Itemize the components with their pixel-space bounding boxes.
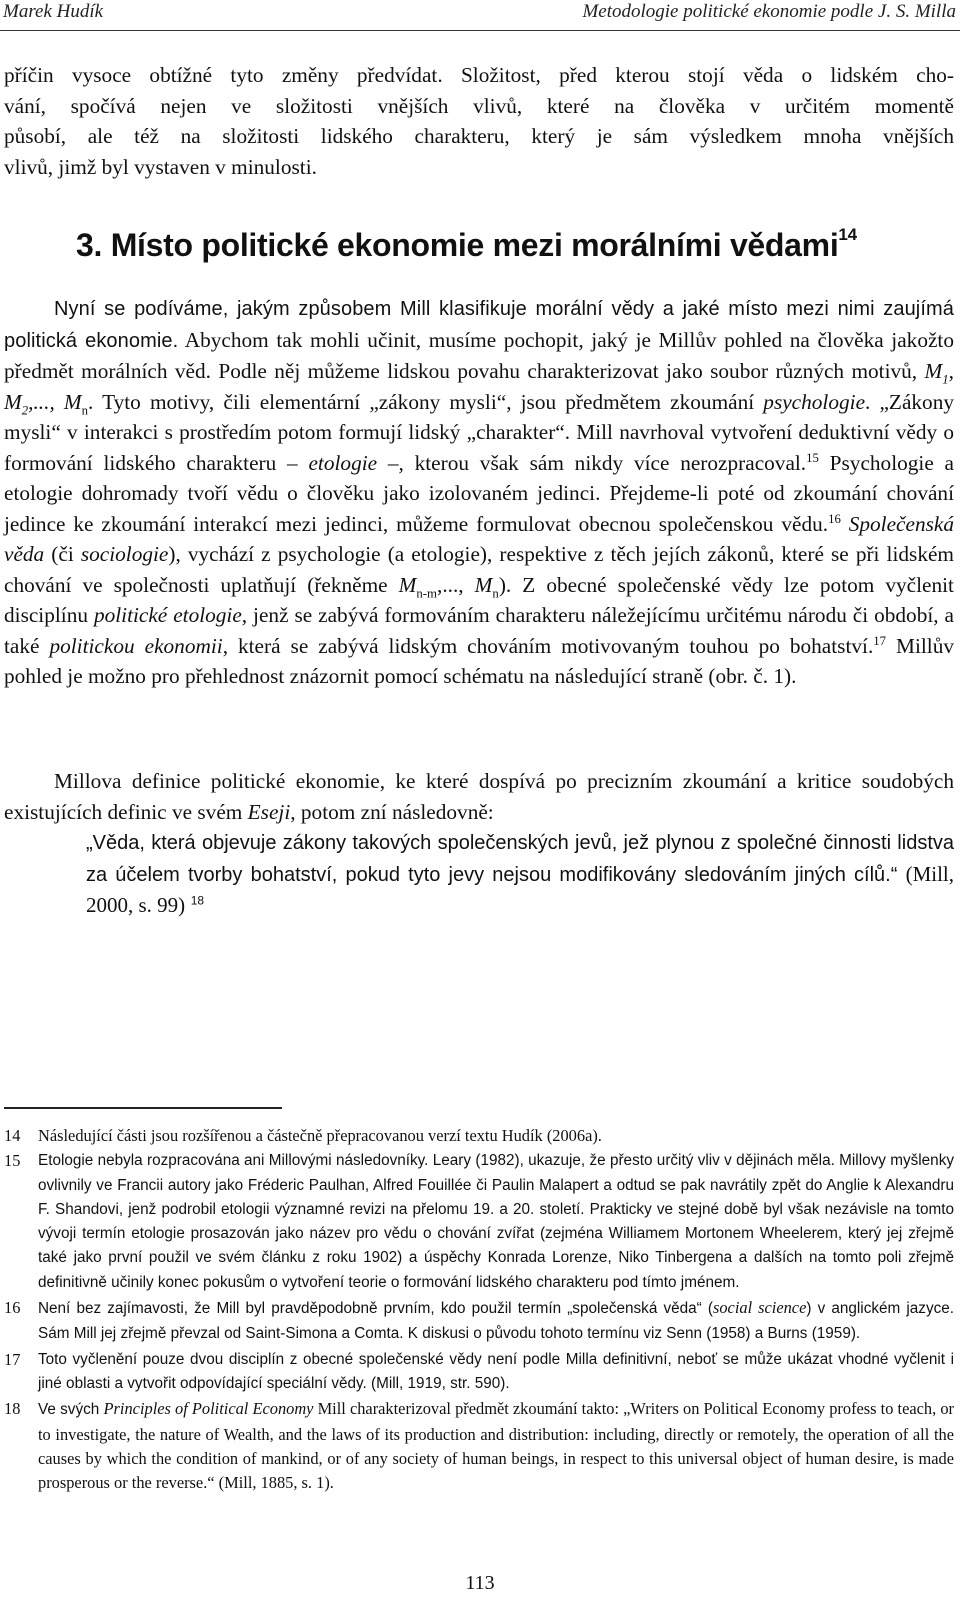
section-heading <box>76 227 857 264</box>
header-title: Metodologie politické ekonomie podle J. S. Milla <box>582 1 956 22</box>
term-essay: Eseji <box>247 799 291 824</box>
footnote-14 <box>4 1124 954 1148</box>
p1-text-h: ), vychází z psychologie (a etologie), respektive z těch jejích zákonů, které se při lidském chování ve společnosti uplatňují (řekněme <box>4 542 954 597</box>
footnote-ref-14[interactable]: 14 <box>838 225 857 245</box>
quote-citation: (Mill, 2000, s. 99) <box>86 861 954 917</box>
term-ethology: etologie –, <box>308 450 404 475</box>
p1-text-e: kterou však sám nikdy více nerozpracoval. <box>403 450 807 475</box>
header-author: Marek Hudík <box>3 1 104 22</box>
motive-mnm: M <box>398 572 417 597</box>
footnote-italic: Principles of Political Economy <box>103 1399 314 1419</box>
page-number: 113 <box>465 1572 495 1594</box>
intro-line-1: příčin vysoce obtížné tyto změny předvídat. Složitost, před kterou stojí věda o lidském cho- <box>4 63 954 87</box>
footnote-ref-15[interactable]: 15 <box>806 450 819 465</box>
footnote-text: Toto vyčlenění pouze dvou disciplín z obecné společenské vědy není podle Milla definitivní, neboť se může ukázat vhodné vyčlenit i jiné oblasti a vytvořit odpovídající speciální vědy. (Mill, 1919, str. 590). <box>38 1350 954 1392</box>
term-sociology: sociologie <box>80 542 169 566</box>
motive-mn2-sub: n <box>492 585 499 600</box>
p1-text-m: Millův pohled je možno pro přehlednost znázornit pomocí schématu na následující straně (obr. č. 1). <box>4 633 954 688</box>
footnote-text: Etologie nebyla rozpracována ani Millovými následovníky. Leary (1982), ukazuje, že přesto určitý vliv v dějinách měla. Millovy myšlenky ovlivnily ve Francii autory jako Fréderic Paulhan, Alfred Fouillée či Paulin Malapert a odtud se pak navrátily zpět do Anglie k Alexandru F. Shandovi, jenž podrobil etologii významné revizi na přelomu 19. a 20. století. Prakticky ve stejné době byl však nezávisle na tomto vývoji termín etologie prosazován jako název pro vědu o chování zvířat (zejména Williamem Mortonem Wheelerem, který jej zřejmě také jako první použil ve svém článku z roku 1902) a úspěchy Konrada Lorenze, Niko Tinbergena a dalších na tomto poli zřejmě definitivně učinily konec pokusům o vytvoření teorie o formování lidského charakteru pod tímto jménem. <box>38 1152 954 1291</box>
footnote-ref-17[interactable]: 17 <box>873 633 887 648</box>
intro-line-3: působí, ale též na složitosti lidského charakteru, který je sám výsledkem mnoha vnějších <box>4 124 954 148</box>
motive-mn: M <box>63 389 82 414</box>
footnote-number: 14 <box>4 1126 21 1145</box>
footnote-italic: social science <box>712 1298 807 1318</box>
main-paragraph <box>4 293 954 692</box>
motive-m2-sub: 2 <box>21 402 29 417</box>
footnote-number: 18 <box>4 1399 21 1419</box>
footnote-15 <box>4 1149 954 1295</box>
footnote-number: 16 <box>4 1298 21 1318</box>
section-number: 3. <box>76 227 103 263</box>
p1-text-k: , jenž se zabývá formováním charakteru náležejícímu určitému národu či období, a také <box>4 603 954 658</box>
section-title: Místo politické ekonomie mezi morálními vědami <box>110 227 839 263</box>
intro-line-4: vlivů, jimž byl vystaven v minulosti. <box>4 154 317 179</box>
definition-quote <box>86 828 954 922</box>
footnote-text: Ve svých <box>38 1401 104 1419</box>
footnote-ref-16[interactable]: 16 <box>828 511 841 526</box>
footnote-number: 17 <box>4 1349 21 1369</box>
p1-text-l: , která se zabývá lidským chováním motivovaným touhou po bohatství. <box>222 633 874 658</box>
p1-text-i: ,..., <box>437 572 475 597</box>
footnote-18 <box>4 1397 954 1495</box>
footnote-17 <box>4 1348 954 1397</box>
running-header <box>0 0 960 30</box>
term-political-economy: politickou ekonomii <box>49 633 223 658</box>
p2-text-b: , potom zní následovně: <box>290 799 494 824</box>
term-psychology: psychologie <box>763 389 866 414</box>
motive-mnm-sub: n-m <box>416 585 437 600</box>
term-political-ethology: politické etologie <box>93 603 242 627</box>
p1-text-c: . Tyto motivy, čili elementární „zákony mysli“, jsou předmětem zkoumání <box>88 389 764 414</box>
footnote-text: Následující části jsou rozšířenou a částečně přepracovanou verzí textu Hudík (2006a). <box>38 1126 602 1145</box>
p1-text-d: . „Zákony mysli“ v interakci s prostředím potom formují lidský „charakter“. Mill navrhoval vytvoření deduktivní vědy o formování lidského charakteru – <box>4 389 954 475</box>
p1-sans-part: Nyní se podíváme, jakým způsobem Mill klasifikuje morální vědy a jaké místo mezi nimi zaujímá politická ekonomie. <box>4 298 954 352</box>
motive-mn2: M <box>474 572 493 597</box>
footnote-rule <box>4 1107 282 1109</box>
motive-m2: M <box>4 389 22 414</box>
definition-paragraph <box>4 766 954 827</box>
p1-text-g: (či <box>44 542 81 566</box>
footnote-ref-18[interactable]: 18 <box>190 893 205 908</box>
footnote-number: 15 <box>4 1151 21 1171</box>
p1-text-b: Abychom tak mohli učinit, musíme pochopit, jaký je Millův pohled na člověka jakožto předmět morálních věd. Podle něj můžeme lidskou povahu charakterizovat jako soubor různých motivů, <box>4 327 954 383</box>
motive-m1-sub: 1 <box>942 372 949 387</box>
motive-m1: M <box>924 359 943 383</box>
motive-sep-1: , <box>948 359 954 383</box>
intro-paragraph <box>4 60 954 182</box>
footnote-16 <box>4 1296 954 1347</box>
p1-text-f: Psychologie a etologie dohromady tvoří vědu o člověku jako izolovaném jedinci. Přejdeme-li poté od zkoumání chování jedince ke zkoumání interakcí mezi jedinci, můžeme formulovat obecnou společenskou vědu. <box>4 450 955 536</box>
quote-text: „Věda, která objevuje zákony takových společenských jevů, jež plynou z společné činnosti lidstva za účelem tvorby bohatství, pokud tyto jevy nejsou modifikovány sledováním jiných cílů.“ <box>86 832 954 886</box>
p1-text-j: ). Z obecné společenské vědy lze potom vyčlenit disciplínu <box>4 572 954 627</box>
p2-text-a: Millova definice politické ekonomie, ke které dospívá po precizním zkoumání a kritice soudobých existujících definic ve svém <box>4 769 954 824</box>
footnote-text-cont: Mill charakterizoval předmět zkoumání takto: „Writers on Political Economy profess to teach, or to investigate, the nature of Wealth, and the laws of its production and distribution: including, directly or remotely, the operation of all the causes by which the condition of mankind, or of any society of human beings, in respect to this universal object of human desire, is made prosperous or the reverse.“ (Mill, 1885, s. 1). <box>38 1399 955 1493</box>
motive-mn-sub: n <box>81 402 89 417</box>
header-rule <box>0 30 960 31</box>
footnote-text-cont: ) v anglickém jazyce. Sám Mill jej zřejmě převzal od Saint-Simona a Comta. K diskusi o původu tohoto termínu viz Senn (1958) a Burns (1959). <box>38 1300 954 1343</box>
motive-sep-2: ,..., <box>28 389 64 414</box>
intro-line-2: vání, spočívá nejen ve složitosti vnějších vlivů, které na člověka v určitém momentě <box>4 93 954 118</box>
term-social-science: Společenská věda <box>4 511 954 566</box>
footnote-text: Není bez zajímavosti, že Mill byl pravděpodobně prvním, kdo použil termín „společenská věda“ ( <box>38 1300 713 1318</box>
footnotes <box>4 1124 954 1496</box>
